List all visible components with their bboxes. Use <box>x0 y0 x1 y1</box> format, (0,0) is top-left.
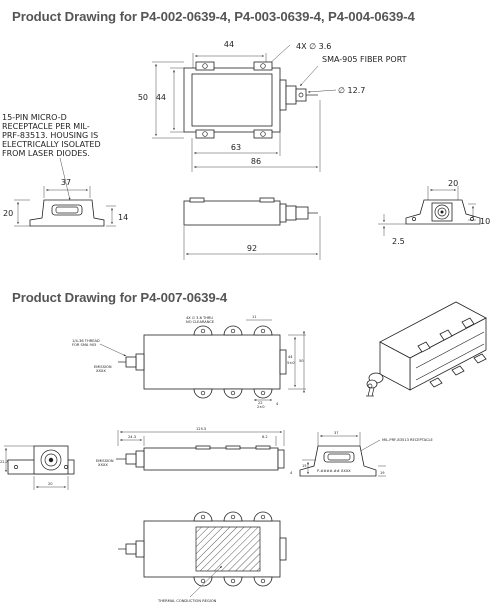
thermal-region <box>196 527 260 571</box>
title-bottom: Product Drawing for P4-007-0639-4 <box>12 290 228 305</box>
fiber-port-label: SMA-905 FIBER PORT <box>322 55 407 64</box>
bottom-plan-view <box>72 315 306 409</box>
dim-86: 86 <box>250 157 262 166</box>
holes-note-2: NO CLEARANCE <box>186 320 215 324</box>
dim-24: 24.3 <box>128 435 137 439</box>
top-left-end-view <box>3 178 128 226</box>
dim-20-right: 20 <box>448 179 459 188</box>
product-label: P-####-## XXXX <box>317 469 351 473</box>
dim-14: 14 <box>118 213 129 222</box>
dim-92: 92 <box>246 244 258 253</box>
dim-37-left: 37 <box>60 178 72 187</box>
bottom-left-end-view <box>0 446 74 490</box>
thread-note: 1/4-36 THREAD <box>72 339 100 343</box>
bottom-thermal-view <box>118 512 286 603</box>
dim-37-b: 37 <box>334 431 339 435</box>
holes-note: 4X ∅ 3.6 <box>296 42 332 51</box>
top-right-end-view <box>378 179 490 246</box>
receptacle-note-line: ELECTRICALLY ISOLATED <box>2 140 101 149</box>
emission-label-2: XXXX <box>98 463 108 467</box>
thread-note: FOR SMA 905 <box>72 343 97 347</box>
dim-44-top: 44 <box>223 40 235 49</box>
dim-4-b: 4 <box>276 402 279 406</box>
top-side-view <box>184 198 320 260</box>
dim-22-b: 22 <box>258 401 263 405</box>
bottom-side-view <box>96 427 284 470</box>
dim-22-b-sub: 2±0 <box>257 405 265 409</box>
receptacle-label: MIL-PRF-83513 RECEPTACLE <box>382 438 433 442</box>
dim-2-5: 2.5 <box>392 237 405 246</box>
emission-label-2: EMISSION <box>96 459 114 463</box>
receptacle-note <box>2 113 101 200</box>
dim-44-height: 44 <box>155 93 166 102</box>
dim-63: 63 <box>230 143 242 152</box>
receptacle-note-line: FROM LASER DIODES. <box>2 149 90 158</box>
emission-label: EMISSION <box>94 365 112 369</box>
dim-4-c: 4 <box>290 471 293 475</box>
dim-125: 125.5 <box>196 427 207 431</box>
dim-diameter: ∅ 12.7 <box>338 86 366 95</box>
top-plan-view <box>138 40 407 172</box>
dim-20-b: 20 <box>48 482 53 486</box>
dim-50-b: 50 <box>299 359 304 363</box>
dim-19: 19 <box>380 471 385 475</box>
receptacle-note-line: RECEPTACLE PER MIL- <box>2 122 90 131</box>
dim-44-b: 44 <box>288 355 293 359</box>
dim-10: 10 <box>480 217 490 226</box>
dim-6: 6.2 <box>262 435 268 439</box>
receptacle-note-line: 15-PIN MICRO-D <box>2 113 67 122</box>
receptacle-note-line: PRF-83513. HOUSING IS <box>2 131 99 140</box>
dim-22-7: 22.7 <box>0 460 9 464</box>
dim-11: 11 <box>252 315 257 319</box>
dim-15: 15 <box>302 464 307 468</box>
bottom-right-end-view <box>290 431 434 476</box>
bottom-isometric-view <box>366 302 486 396</box>
dim-44-b-sub: 5±0 <box>287 361 295 365</box>
thermal-label: THERMAL CONDUCTION REGION <box>158 599 217 603</box>
title-top: Product Drawing for P4-002-0639-4, P4-003-0639-4, P4-004-0639-4 <box>12 9 415 24</box>
holes-note-2: 4X ∅ 3.6 THRU <box>186 316 214 320</box>
emission-label: XXXX <box>96 369 106 373</box>
dim-20-left: 20 <box>3 209 14 218</box>
dim-50-height: 50 <box>137 93 148 102</box>
